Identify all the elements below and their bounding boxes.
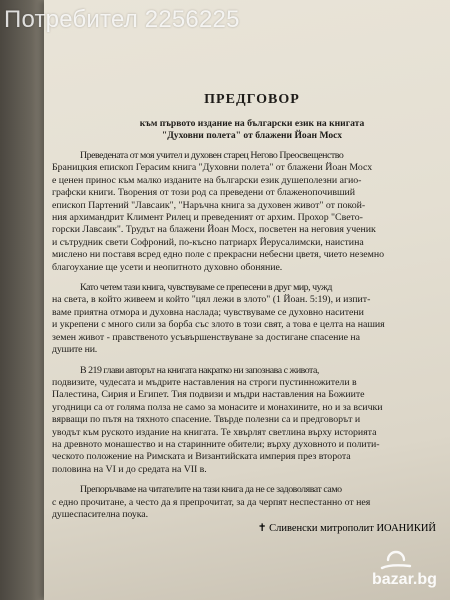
text-line: подвизите, чудесата и мъдрите наставления на строги пустинножители в (52, 376, 357, 388)
text-line: Препоръчваме на читателите на тази книга да не се задоволяват само (80, 484, 342, 496)
text-line: Преведената от моя учител и духовен старец Негово Преосвещенство (80, 150, 344, 161)
page-subtitle (64, 118, 440, 142)
page-content (52, 92, 440, 521)
text-line: душеспасителна поука. (52, 508, 148, 520)
text-line: ваме приятна отмора и духовна наслада; чувствуваме се духовно наситени (52, 306, 364, 318)
paragraph (52, 484, 440, 521)
text-line: Браницкия епископ Герасим книга "Духовни полета" от блажени Йоан Мосх (52, 162, 373, 174)
text-line: мислено ни поставя всред едно поле с прекрасни небесни цветя, чието неземно (52, 249, 384, 261)
text-line: ния архимандрит Климент Рилец и преведеният от архим. Прохор "Свето- (52, 212, 363, 224)
text-line: земен живот - правственото усъвършенствуване за достигане спасение на (52, 331, 361, 343)
body-text (52, 150, 440, 521)
paragraph (52, 282, 440, 356)
paragraph (52, 150, 440, 274)
text-line: благоухание ще усети и неопитното духовно обоняние. (52, 261, 283, 273)
text-line: Палестина, Сирия и Египет. Тия подвизи и мъдри наставления на Божиите (52, 389, 365, 401)
text-line: и сътрудник свети Софроний, по-късно патриарх Йерусалимски, наистина (52, 236, 364, 248)
page-title: ПРЕДГОВОР (204, 92, 300, 107)
text-line: угодници са от голяма полза не само за монасите и монахините, но и за всички (52, 401, 383, 413)
text-line: половина на VI и до средата на VII в. (52, 463, 207, 475)
text-line: Като четем тази книга, чувствуваме се препесени в друг мир, чужд (80, 282, 332, 294)
text-line: горски Лавсаик". Трудът на блажени Йоан Мосх, посветен на неговия ученик (52, 224, 376, 236)
text-line: вярващи по пътя на тяхното спасение. Твърде полезни са и предговорът и (52, 414, 361, 426)
text-line: душите ни. (52, 344, 98, 356)
text-line: графски книги. Творения от този род са преведени от блаженопочивший (52, 187, 356, 199)
paragraph (52, 365, 440, 477)
book-spine-edge (0, 0, 46, 600)
bag-rim-icon (382, 565, 410, 568)
text-line: ческото положение на Римската и Византийската империя през второта (52, 451, 351, 463)
bazar-logo (370, 550, 446, 594)
bazar-logo-text: bazar.bg (372, 571, 437, 588)
watermark-text: Потребител 2256225 (4, 6, 240, 33)
text-line: В 219 глави авторът на книгата накратко ни запознава с живота, (80, 364, 319, 376)
text-line: уводът към руското издание на книгата. Те хвърлят светлина върху историята (52, 426, 377, 438)
text-line: е ценен принос към малко изданите на български език душеполезни агио- (52, 174, 362, 186)
text-line: на древното монашество и на старинните обители; върху духовното и полити- (52, 438, 380, 450)
signature: ✝ Сливенски митрополит ИОАНИКИЙ (257, 523, 436, 534)
text-line: с едно прочитане, а често да я препрочитат, за да черпят неспестанно от нея (52, 496, 371, 508)
text-line: и укрепени с много сили за борба със злото в този свят, а това е целта на нашия (52, 319, 385, 331)
subtitle-line: "Духовни полета" от блажени Йоан Мосх (161, 130, 343, 141)
text-line: на света, в който живеем и който "цял лежи в злото" (1 Йоан. 5:19), и изпит- (52, 294, 371, 306)
bag-handle-icon (388, 552, 404, 560)
subtitle-line: към първото издание на български език на книгата (139, 118, 365, 129)
text-line: епископ Партений "Лавсаик", "Наръчна книга за духовен живот" от покой- (52, 199, 366, 211)
